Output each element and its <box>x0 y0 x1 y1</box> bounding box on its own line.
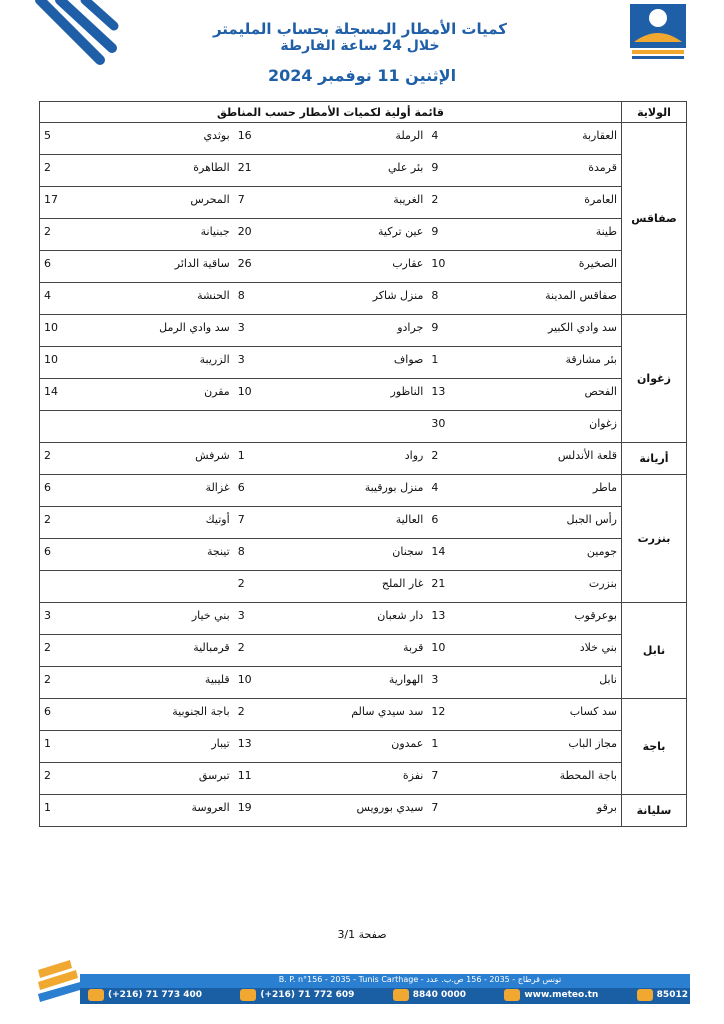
station-name: العروسة <box>191 801 230 814</box>
station-value: 8 <box>237 545 245 558</box>
station-value: 13 <box>431 609 446 622</box>
station-name: الصخيرة <box>578 257 617 270</box>
station-name: الزريبة <box>199 353 230 366</box>
station-name: عمدون <box>391 737 424 750</box>
station-name: تينجة <box>206 545 230 558</box>
station-line <box>40 315 621 346</box>
station-name: غزالة <box>205 481 230 494</box>
website-contact[interactable]: www.meteo.tn <box>504 989 598 1001</box>
station-cell <box>40 731 622 763</box>
station-name: جومين <box>586 545 617 558</box>
station-name: عقارب <box>392 257 424 270</box>
table-row <box>40 667 687 699</box>
station-value: 2 <box>44 673 52 686</box>
station-value: 10 <box>431 257 446 270</box>
station-name: سيدي بورويس <box>356 801 424 814</box>
station-name: ماطر <box>592 481 617 494</box>
station-value: 4 <box>431 481 439 494</box>
table-row <box>40 315 687 347</box>
station-name: سد كساب <box>569 705 617 718</box>
station-line <box>40 763 621 794</box>
station-value: 3 <box>237 321 245 334</box>
station-value: 14 <box>431 545 446 558</box>
station-name: صواف <box>393 353 424 366</box>
station-name: سد وادي الكبير <box>547 321 617 334</box>
station-value: 6 <box>431 513 439 526</box>
station-cell <box>40 699 622 731</box>
station-value: 6 <box>237 481 245 494</box>
station-name: سد سيدي سالم <box>351 705 424 718</box>
station-name: برقو <box>596 801 617 814</box>
station-value: 3 <box>44 609 52 622</box>
station-cell <box>40 507 622 539</box>
station-line <box>40 795 621 826</box>
station-name: العالية <box>395 513 424 526</box>
fax-icon <box>240 989 256 1001</box>
station-value: 7 <box>431 769 439 782</box>
station-value: 11 <box>237 769 252 782</box>
station-line <box>40 699 621 730</box>
station-cell <box>40 795 622 827</box>
station-value: 2 <box>44 769 52 782</box>
station-name: بني خلاد <box>579 641 617 654</box>
station-line <box>40 347 621 378</box>
station-cell <box>40 539 622 571</box>
station-name: ساقية الدائر <box>174 257 230 270</box>
station-name: بوثدي <box>203 129 230 142</box>
station-value: 10 <box>237 385 252 398</box>
station-value: 6 <box>44 705 52 718</box>
governorate-name: نابل <box>622 603 687 699</box>
station-value: 8 <box>237 289 245 302</box>
station-value: 2 <box>44 641 52 654</box>
station-name: صفاقس المدينة <box>545 289 617 302</box>
station-name: سد وادي الرمل <box>159 321 230 334</box>
station-name: غار الملح <box>381 577 424 590</box>
station-value: 1 <box>237 449 245 462</box>
station-name: سجنان <box>392 545 424 558</box>
sms-contact: 85012 <box>637 989 688 1001</box>
station-line <box>40 155 621 186</box>
phone-icon <box>88 989 104 1001</box>
station-name: بئر مشارقة <box>565 353 617 366</box>
station-name: رأس الجبل <box>566 513 617 526</box>
station-line <box>40 667 621 698</box>
station-line <box>40 507 621 538</box>
governorate-name: صفاقس <box>622 123 687 315</box>
station-value: 5 <box>44 129 52 142</box>
station-value: 3 <box>237 353 245 366</box>
station-value: 26 <box>237 257 252 270</box>
station-name: أوتيك <box>205 513 230 526</box>
governorate-name: باجة <box>622 699 687 795</box>
station-value: 3 <box>237 609 245 622</box>
station-value: 1 <box>44 801 52 814</box>
table-row <box>40 187 687 219</box>
table-row <box>40 507 687 539</box>
station-cell <box>40 635 622 667</box>
station-cell <box>40 347 622 379</box>
table-row <box>40 411 687 443</box>
station-value: 9 <box>431 161 439 174</box>
station-name: قليبية <box>204 673 230 686</box>
station-name: قلعة الأندلس <box>557 449 617 462</box>
station-line <box>40 603 621 634</box>
station-value: 10 <box>44 353 59 366</box>
table-row <box>40 219 687 251</box>
station-name: الرملة <box>395 129 424 142</box>
page-number: صفحة 3/1 <box>337 928 387 941</box>
station-name: المحرس <box>190 193 230 206</box>
station-line <box>40 571 621 602</box>
table-row <box>40 283 687 315</box>
table-row <box>40 347 687 379</box>
table-row <box>40 251 687 283</box>
station-line <box>40 411 621 442</box>
table-row <box>40 539 687 571</box>
sms-icon <box>637 989 653 1001</box>
station-value: 21 <box>237 161 252 174</box>
governorate-name: أريانة <box>622 443 687 475</box>
station-value: 1 <box>44 737 52 750</box>
report-date: الإثنين 11 نوفمبر 2024 <box>267 66 457 85</box>
station-name: بوعرقوب <box>574 609 617 622</box>
table-row <box>40 763 687 795</box>
station-cell <box>40 155 622 187</box>
station-cell <box>40 475 622 507</box>
station-name: دار شعبان <box>377 609 424 622</box>
station-value: 6 <box>44 481 52 494</box>
station-cell <box>40 219 622 251</box>
footer-contacts <box>88 989 688 1001</box>
station-name: بني خيار <box>191 609 230 622</box>
table-row <box>40 123 687 155</box>
station-value: 9 <box>431 321 439 334</box>
station-line <box>40 731 621 762</box>
station-cell <box>40 763 622 795</box>
globe-icon <box>504 989 520 1001</box>
station-cell <box>40 443 622 475</box>
station-name: بنزرت <box>588 577 617 590</box>
fax-contact: (+216) 71 772 609 <box>240 989 354 1001</box>
station-value: 6 <box>44 257 52 270</box>
station-value: 2 <box>237 641 245 654</box>
station-value: 17 <box>44 193 59 206</box>
station-cell <box>40 123 622 155</box>
station-value: 2 <box>237 705 245 718</box>
station-value: 2 <box>237 577 245 590</box>
list-header: قائمة أولية لكميات الأمطار حسب المناطق <box>40 102 622 123</box>
station-cell <box>40 315 622 347</box>
station-line <box>40 379 621 410</box>
page-title: كميات الأمطار المسجلة بحساب المليمتر <box>212 20 508 38</box>
station-name: نفزة <box>402 769 424 782</box>
station-value: 6 <box>44 545 52 558</box>
station-line <box>40 475 621 506</box>
station-name: الناظور <box>390 385 424 398</box>
table-row <box>40 475 687 507</box>
station-value: 21 <box>431 577 446 590</box>
title-block <box>170 20 550 55</box>
toll-free-icon <box>393 989 409 1001</box>
decorative-stripes <box>30 0 120 70</box>
station-name: شرفش <box>195 449 230 462</box>
station-value: 10 <box>237 673 252 686</box>
station-name: الغريبة <box>393 193 424 206</box>
table-row <box>40 795 687 827</box>
table-row <box>40 603 687 635</box>
station-value: 7 <box>237 193 245 206</box>
station-value: 30 <box>431 417 446 430</box>
station-line <box>40 443 621 474</box>
governorate-name: سليانة <box>622 795 687 827</box>
station-value: 19 <box>237 801 252 814</box>
station-name: باجة المحطة <box>559 769 617 782</box>
station-cell <box>40 187 622 219</box>
station-name: العقاربة <box>582 129 617 142</box>
station-name: باجة الجنوبية <box>172 705 230 718</box>
footer-address: B. P. n°156 - 2035 - Tunis Carthage - تونس قرطاج - 2035 - 156 ص.ب. عدد <box>278 975 562 984</box>
station-value: 2 <box>44 449 52 462</box>
station-name: طينة <box>595 225 617 238</box>
station-name: رواد <box>404 449 424 462</box>
station-line <box>40 251 621 282</box>
station-cell <box>40 411 622 443</box>
governorate-name: زغوان <box>622 315 687 443</box>
station-cell <box>40 571 622 603</box>
station-line <box>40 539 621 570</box>
station-name: منزل شاكر <box>372 289 424 302</box>
station-cell <box>40 603 622 635</box>
station-value: 4 <box>44 289 52 302</box>
table-row <box>40 155 687 187</box>
table-row <box>40 731 687 763</box>
station-line <box>40 219 621 250</box>
station-name: بئر علي <box>388 161 424 174</box>
station-value: 13 <box>237 737 252 750</box>
station-line <box>40 635 621 666</box>
station-name: الفحص <box>584 385 617 398</box>
station-name: مجاز الباب <box>568 737 617 750</box>
station-value: 10 <box>44 321 59 334</box>
station-value: 4 <box>431 129 439 142</box>
station-name: جبنيانة <box>200 225 230 238</box>
station-value: 2 <box>431 449 439 462</box>
table-row <box>40 635 687 667</box>
station-value: 12 <box>431 705 446 718</box>
station-value: 3 <box>431 673 439 686</box>
page-subtitle: خلال 24 ساعة الفارطة <box>280 38 440 54</box>
station-value: 13 <box>431 385 446 398</box>
station-value: 2 <box>431 193 439 206</box>
station-line <box>40 123 621 154</box>
table-row <box>40 699 687 731</box>
table-row <box>40 571 687 603</box>
station-line <box>40 283 621 314</box>
station-name: الحنشة <box>197 289 230 302</box>
station-value: 10 <box>431 641 446 654</box>
station-value: 9 <box>431 225 439 238</box>
station-value: 2 <box>44 513 52 526</box>
station-name: زغوان <box>589 417 617 430</box>
station-name: منزل بورقيبة <box>364 481 424 494</box>
institute-logo <box>628 2 688 64</box>
station-name: قرمبالية <box>193 641 230 654</box>
station-name: العامرة <box>584 193 617 206</box>
station-name: قرمدة <box>588 161 617 174</box>
station-cell <box>40 667 622 699</box>
station-name: الطاهرة <box>193 161 230 174</box>
station-cell <box>40 283 622 315</box>
station-value: 20 <box>237 225 252 238</box>
station-name: جرادو <box>397 321 424 334</box>
station-name: عين تركية <box>378 225 424 238</box>
rainfall-table <box>39 101 687 827</box>
station-value: 1 <box>431 737 439 750</box>
table-row <box>40 379 687 411</box>
station-value: 16 <box>237 129 252 142</box>
station-value: 7 <box>237 513 245 526</box>
station-name: مقرن <box>204 385 230 398</box>
station-name: تيبار <box>211 737 230 750</box>
station-cell <box>40 379 622 411</box>
table-row <box>40 443 687 475</box>
station-name: تبرسق <box>198 769 230 782</box>
station-name: نابل <box>599 673 617 686</box>
station-value: 8 <box>431 289 439 302</box>
station-cell <box>40 251 622 283</box>
station-value: 2 <box>44 225 52 238</box>
station-name: قربة <box>403 641 424 654</box>
station-line <box>40 187 621 218</box>
phone-contact: (+216) 71 773 400 <box>88 989 202 1001</box>
station-value: 1 <box>431 353 439 366</box>
station-value: 14 <box>44 385 59 398</box>
governorate-name: بنزرت <box>622 475 687 603</box>
station-value: 2 <box>44 161 52 174</box>
governorate-header: الولاية <box>622 102 687 123</box>
green-number-contact: 8840 0000 <box>393 989 466 1001</box>
station-name: الهوارية <box>388 673 424 686</box>
station-value: 7 <box>431 801 439 814</box>
